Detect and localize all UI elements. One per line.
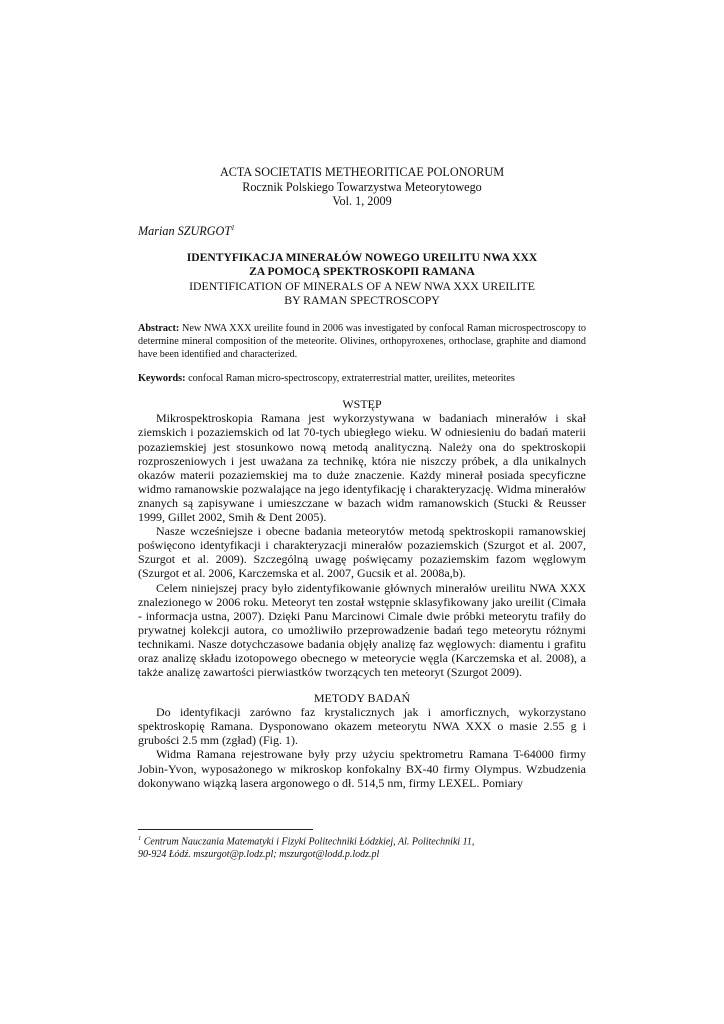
footnote <box>138 833 586 861</box>
abstract <box>138 322 586 362</box>
section-heading-methods: METODY BADAŃ <box>313 691 411 706</box>
footnote-line-2: 90-924 Łódź. mszurgot@p.lodz.pl; mszurgot@lodd.p.lodz.pl <box>138 848 380 860</box>
footnote-line-1 <box>138 833 586 849</box>
journal-header <box>138 165 586 209</box>
page-content <box>138 165 586 790</box>
intro-paragraph-1: Mikrospektroskopia Ramana jest wykorzystywana w badaniach minerałów i skał ziemskich i pozaziemskich od lat 70-tych ubiegłego wieku. W odniesieniu do badań materii pozaziemskiej jest stosunkowo nową metodą analityczną. Należy ona do spektroskopii rozproszeniowych i jest uważana za technikę, która nie niszczy próbek, a dla unikalnych okazów materii pozaziemskiej ma to duże znaczenie. Każdy minerał posiada specyficzne widmo ramanowskie pozwalające na jego identyfikację i charakteryzację. Widma minerałów znanych są zapisywane i umieszczane w bazach widm ramanowskich (Stucki & Reusser 1999, Gillet 2002, Smih & Dent 2005). <box>138 411 586 525</box>
methods-paragraph-1: Do identyfikacji zarówno faz krystalicznych jak i amorficznych, wykorzystano spektroskopię Ramana. Dysponowano okazem meteorytu NWA XXX o masie 2.55 g i grubości 2.5 mm (zgład) (Fig. 1). <box>138 705 586 748</box>
author-line <box>138 221 586 239</box>
footnote-text-1: Centrum Nauczania Matematyki i Fizyki Politechniki Łódzkiej, Al. Politechniki 11, <box>141 836 475 848</box>
title-polish-line-2: ZA POMOCĄ SPEKTROSKOPII RAMANA <box>249 264 475 278</box>
title-polish-line-1: IDENTYFIKACJA MINERAŁÓW NOWEGO UREILITU NWA XXX <box>186 250 538 264</box>
journal-title: ACTA SOCIETATIS METHEORITICAE POLONORUM <box>219 165 505 179</box>
journal-volume: Vol. 1, 2009 <box>332 194 392 208</box>
methods-paragraph-2: Widma Ramana rejestrowane były przy użyciu spektrometru Ramana T-64000 firmy Jobin-Yvon, wyposażonego w mikroskop konfokalny BX-40 firmy Olympus. Wzbudzenia dokonywano wiązką lasera argonowego o dł. 514,5 nm, firmy LEXEL. Pomiary <box>138 747 586 790</box>
keywords-text: confocal Raman micro-spectroscopy, extraterrestrial matter, ureilites, meteorites <box>185 373 515 385</box>
title-english <box>138 279 586 307</box>
author-name: Marian SZURGOT <box>138 223 232 238</box>
title-english-line-1: IDENTIFICATION OF MINERALS OF A NEW NWA XXX UREILITE <box>189 278 535 293</box>
intro-paragraph-2: Nasze wcześniejsze i obecne badania meteorytów metodą spektroskopii ramanowskiej poświęcono identyfikacji i charakteryzacji minerałów pozaziemskich (Szurgot et al. 2007, Szurgot et al. 2009). Szczególną uwagę poświęcamy pozaziemskim fazom węglowym (Szurgot et al. 2006, Karczemska et al. 2007, Gucsik et al. 2008a,b). <box>138 524 586 581</box>
intro-paragraph-3: Celem niniejszej pracy było zidentyfikowanie głównych minerałów ureilitu NWA XXX znalezionego w 2006 roku. Meteoryt ten został wstępnie sklasyfikowany jako ureilit (Cimała - informacja ustna, 2007). Dzięki Panu Marcinowi Cimale dwie próbki meteorytu trafiły do prywatnej kolekcji autora, co umożliwiło przeprowadzenie badań tego meteorytu różnymi technikami. Nasze dotychczasowe badania objęły analizę faz węglowych: diamentu i grafitu oraz analizę składu izotopowego obecnego w meteorycie węgla (Karczemska et al. 2008), a także analizę zawartości pierwiastków tworzących ten meteoryt (Szurgot 2009). <box>138 580 586 680</box>
footnote-divider <box>138 829 313 830</box>
abstract-text: New NWA XXX ureilite found in 2006 was investigated by confocal Raman microspectroscopy to determine mineral composition of the meteorite. Olivines, orthopyroxenes, orthoclase, graphite and diamond have been identified and characterized. <box>138 322 586 360</box>
journal-subtitle: Rocznik Polskiego Towarzystwa Meteorytowego <box>242 179 482 194</box>
author-footnote-mark: 1 <box>231 223 235 232</box>
title-polish <box>138 251 586 279</box>
title-english-line-2: BY RAMAN SPECTROSCOPY <box>284 292 440 307</box>
abstract-label: Abstract: <box>138 322 180 334</box>
keywords <box>138 372 586 385</box>
section-heading-intro: WSTĘP <box>342 397 382 412</box>
keywords-label: Keywords: <box>138 373 186 385</box>
footnote-mark: 1 <box>138 835 142 842</box>
